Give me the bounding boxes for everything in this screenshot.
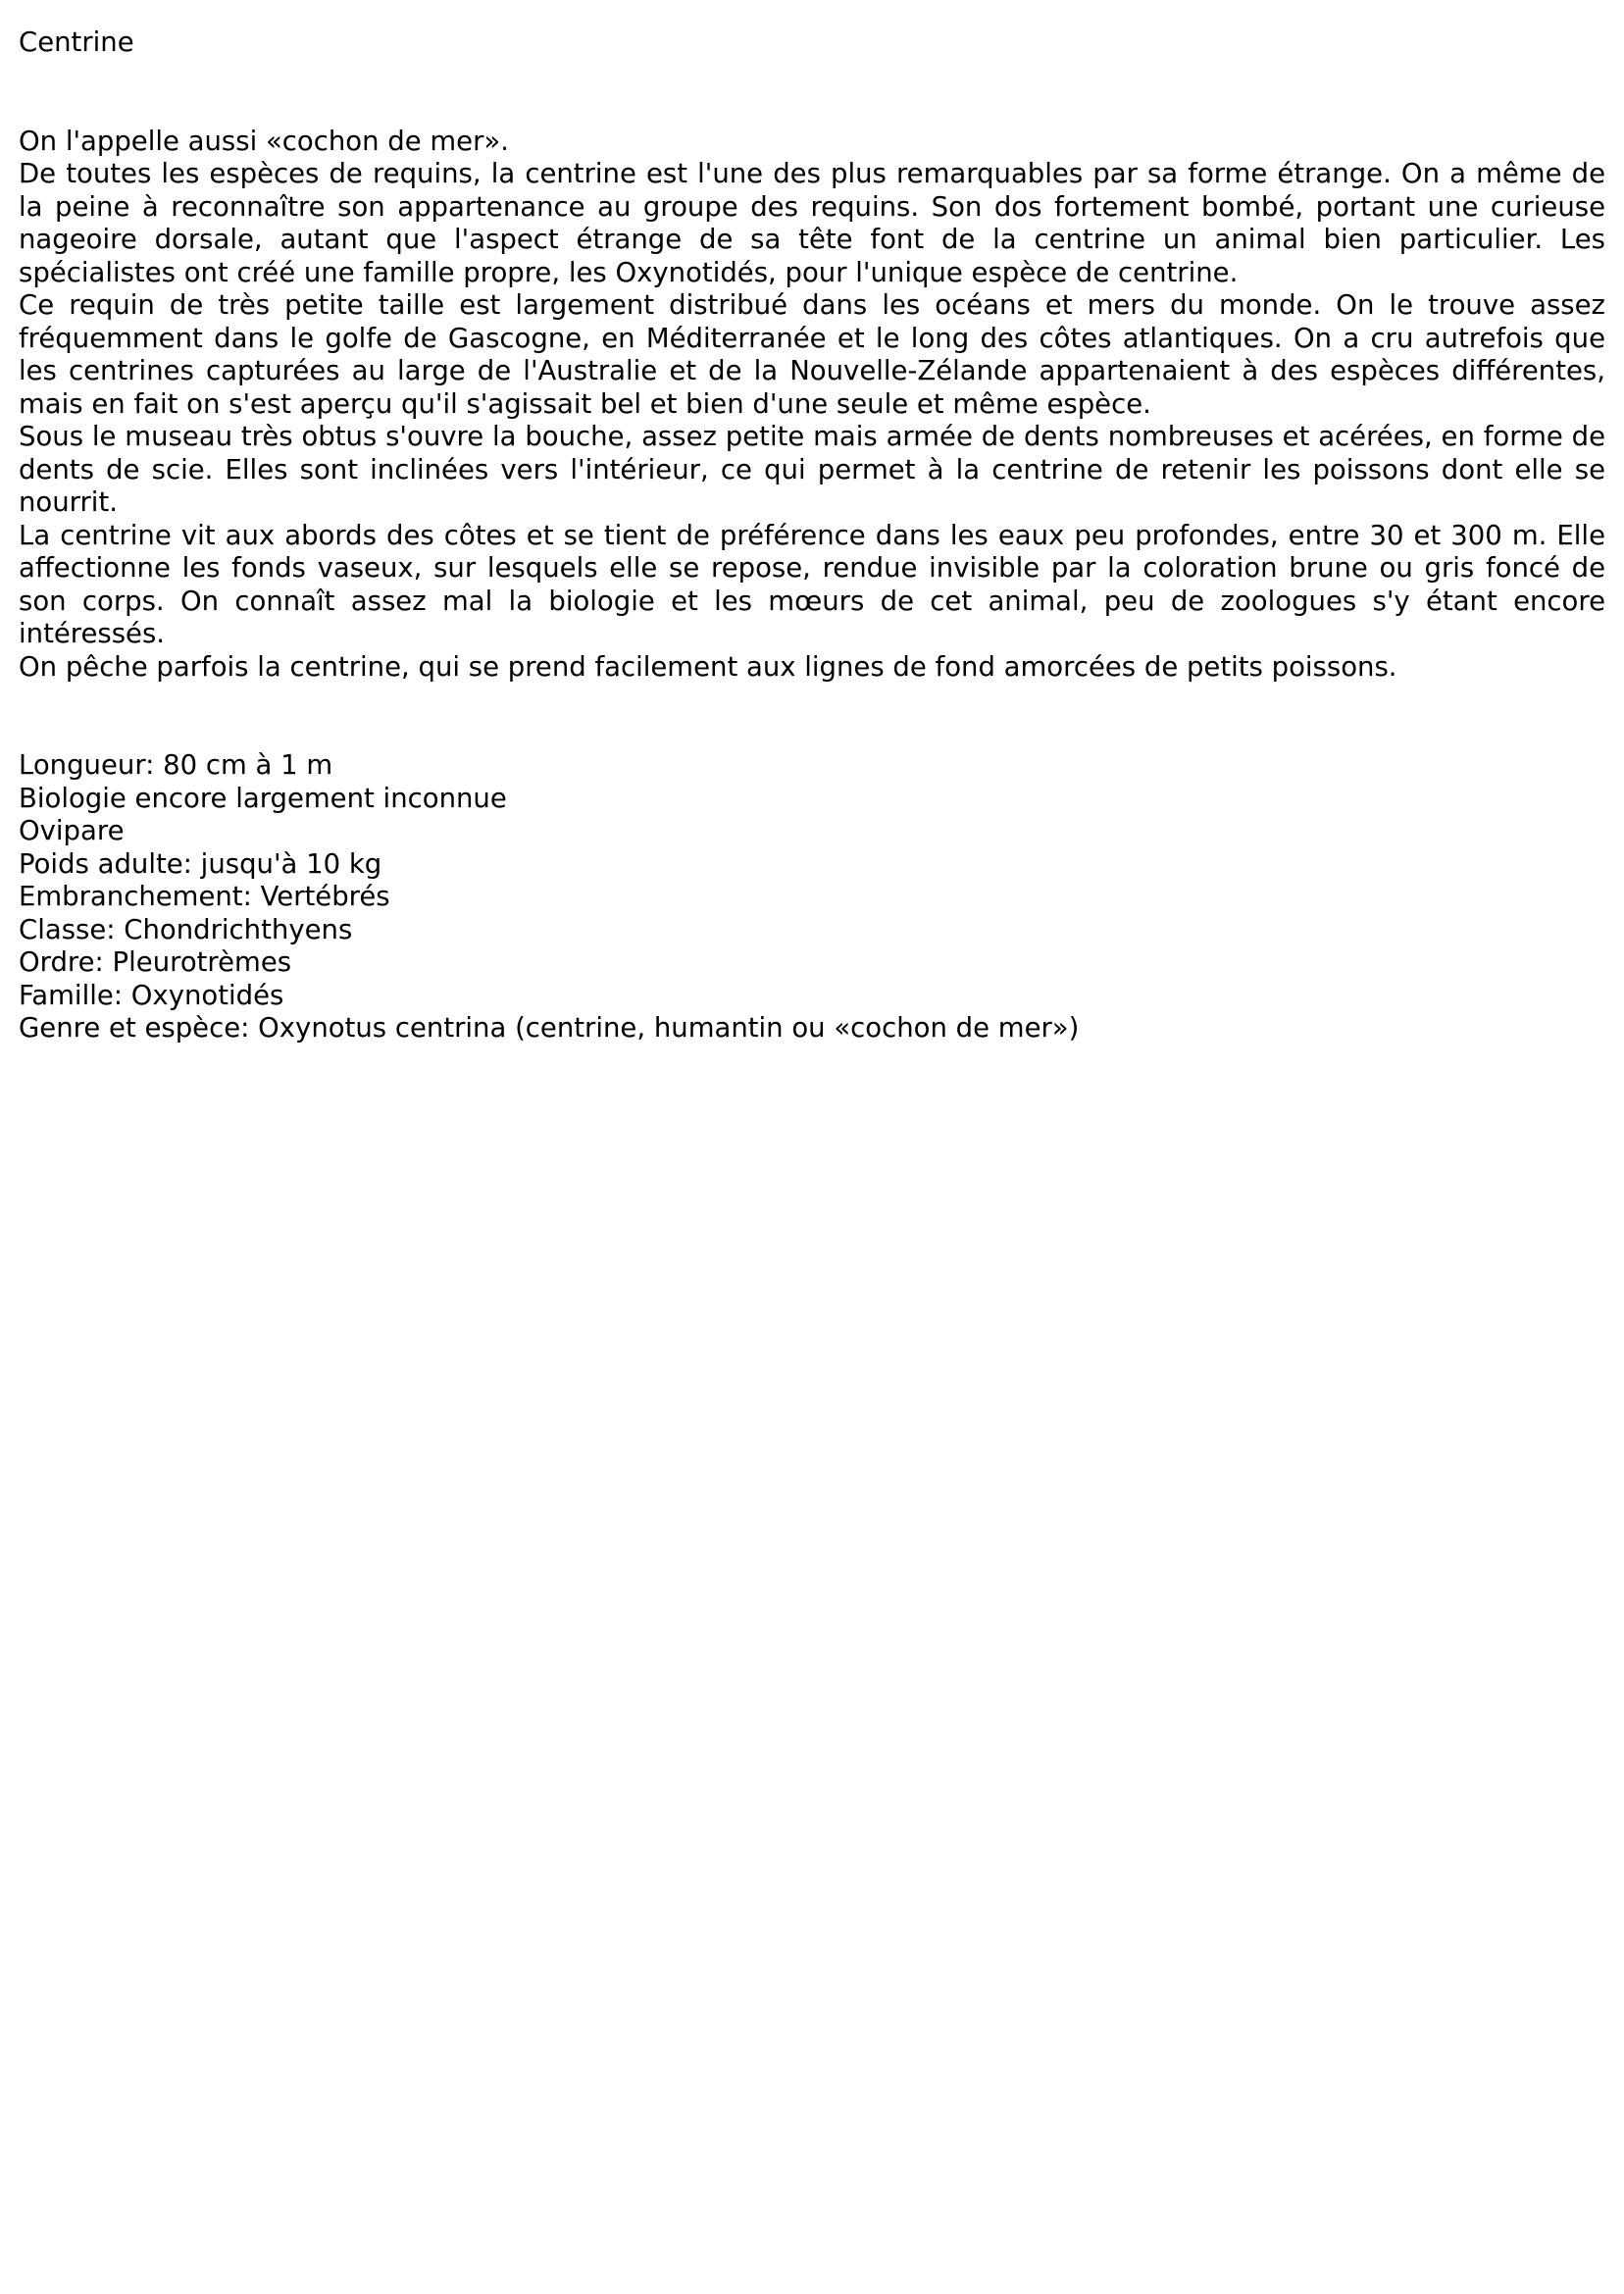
article-body [19, 126, 1605, 685]
paragraph-fishing: On pêche parfois la centrine, qui se prend facilement aux lignes de fond amorcées de petits poissons. [19, 650, 1397, 683]
fact-genus-species: Genre et espèce: Oxynotus centrina (centrine, humantin ou «cochon de mer») [19, 1012, 1080, 1044]
fact-biology: Biologie encore largement inconnue [19, 782, 507, 814]
fact-phylum: Embranchement: Vertébrés [19, 881, 390, 912]
paragraph-habitat: La centrine vit aux abords des côtes et se tient de préférence dans les eaux peu profondes, entre 30 et 300 m. Elle affectionne les fonds vaseux, sur lesquels elle se repose, rendue invisible par la coloration brune ou gris foncé de son corps. On connaît assez mal la biologie et les mœurs de cet animal, peu de zoologues s'y étant encore intéressés. [19, 519, 1605, 649]
spacer [19, 60, 1605, 126]
facts-list [19, 749, 1605, 1045]
document-page [19, 26, 1605, 1045]
fact-weight: Poids adulte: jusqu'à 10 kg [19, 847, 382, 880]
paragraph-intro: On l'appelle aussi «cochon de mer». [19, 125, 509, 157]
fact-class: Classe: Chondrichthyens [19, 913, 353, 945]
paragraph-shape: De toutes les espèces de requins, la centrine est l'une des plus remarquables par sa forme étrange. On a même de la peine à reconnaître son appartenance au groupe des requins. Son dos fortement bombé, portant une curieuse nageoire dorsale, autant que l'aspect étrange de sa tête font de la centrine un animal bien particulier. Les spécialistes ont créé une famille propre, les Oxynotidés, pour l'unique espèce de centrine. [19, 158, 1605, 288]
fact-reproduction: Ovipare [19, 815, 125, 846]
spacer [19, 684, 1605, 749]
document-title: Centrine [19, 26, 134, 58]
paragraph-mouth: Sous le museau très obtus s'ouvre la bouche, assez petite mais armée de dents nombreuses et acérées, en forme de dents de scie. Elles sont inclinées vers l'intérieur, ce qui permet à la centrine de retenir les poissons dont elle se nourrit. [19, 421, 1605, 518]
paragraph-distribution: Ce requin de très petite taille est largement distribué dans les océans et mers du monde. On le trouve assez fréquemment dans le golfe de Gascogne, en Méditerranée et le long des côtes atlantiques. On a cru autrefois que les centrines capturées au large de l'Australie et de la Nouvelle-Zélande appartenaient à des espèces différentes, mais en fait on s'est aperçu qu'il s'agissait bel et bien d'une seule et même espèce. [19, 289, 1605, 420]
fact-length: Longueur: 80 cm à 1 m [19, 749, 333, 781]
fact-order: Ordre: Pleurotrèmes [19, 946, 292, 978]
fact-family: Famille: Oxynotidés [19, 979, 284, 1011]
